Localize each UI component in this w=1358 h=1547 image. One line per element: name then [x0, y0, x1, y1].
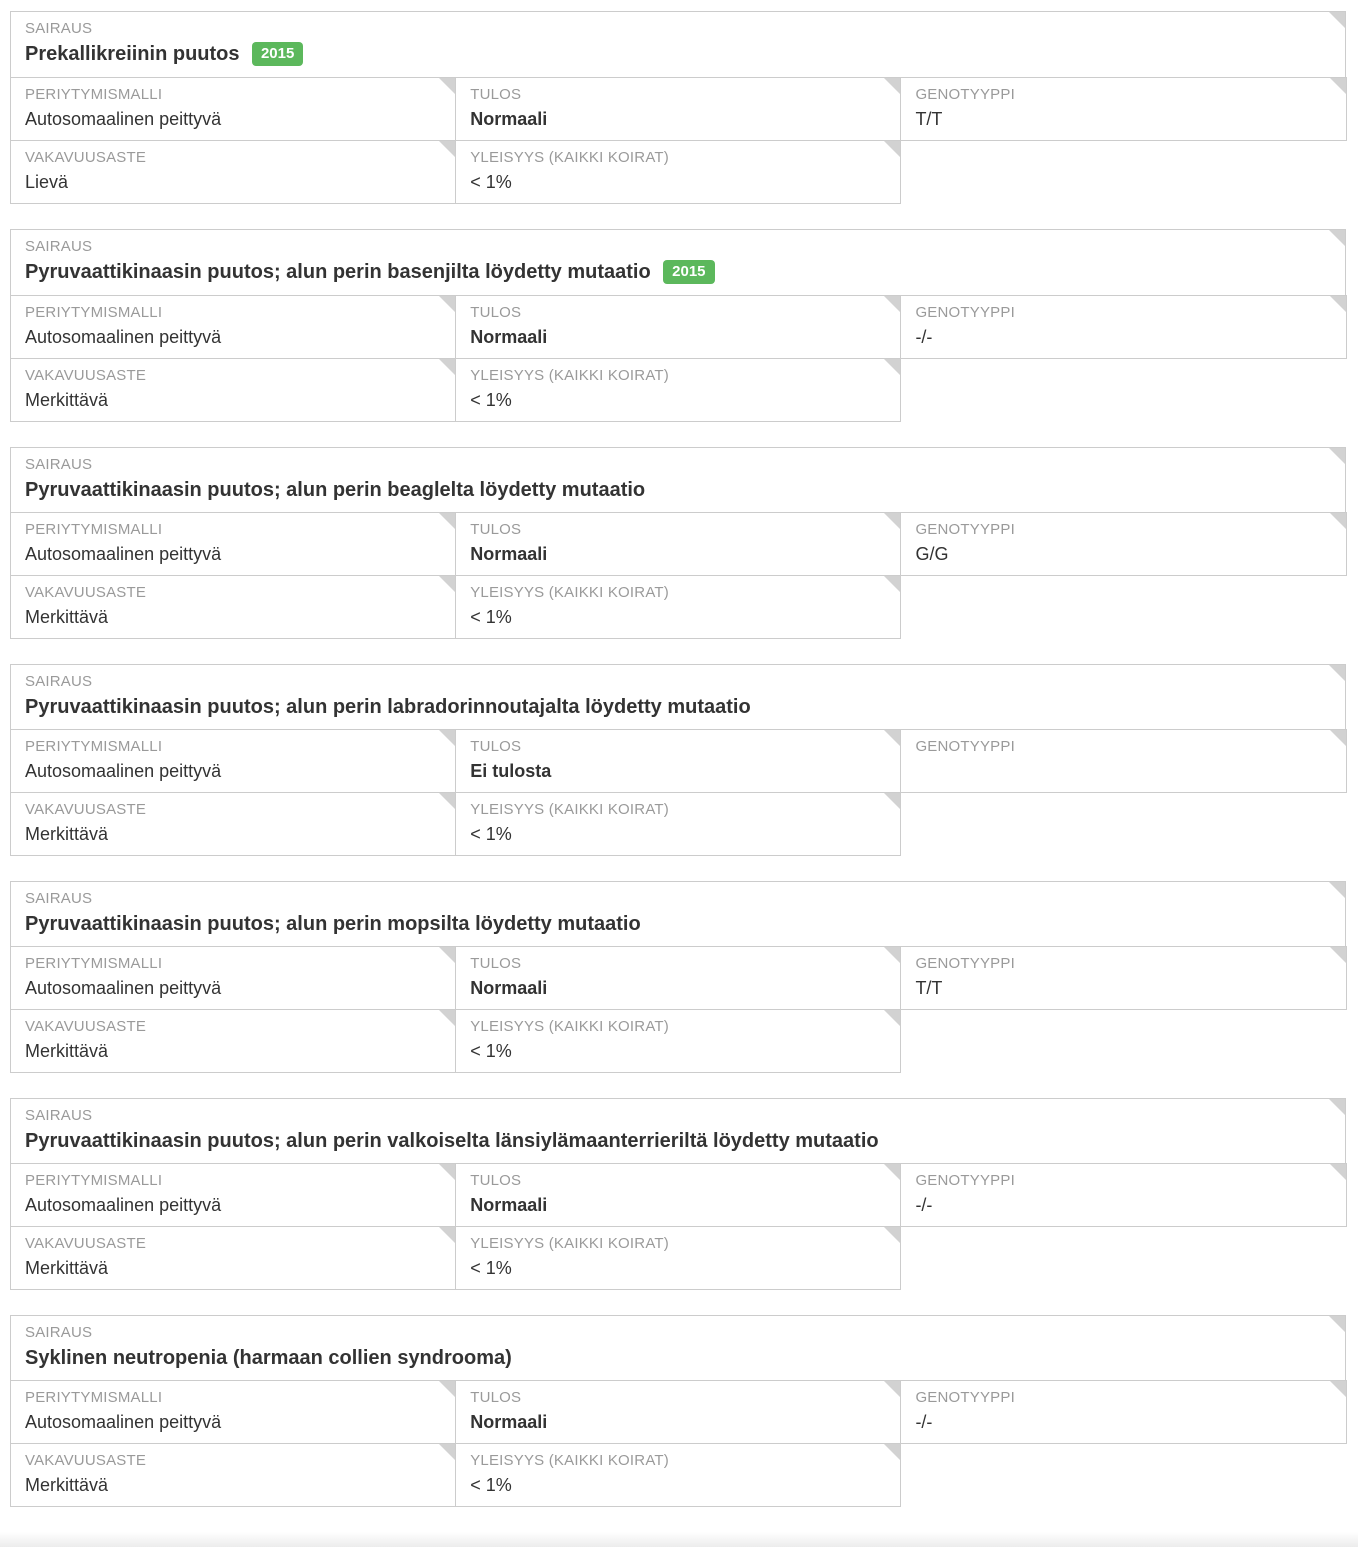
fold-corner-icon — [439, 1227, 455, 1243]
severity-value: Merkittävä — [25, 1258, 109, 1278]
frequency-cell — [455, 1443, 901, 1507]
fold-corner-icon — [884, 141, 900, 157]
result-cell — [455, 77, 901, 141]
disease-card — [10, 229, 1346, 422]
fold-corner-icon — [884, 513, 900, 529]
disease-card — [10, 11, 1346, 204]
frequency-value: < 1% — [470, 172, 512, 192]
severity-cell — [10, 1009, 456, 1073]
disease-name: Pyruvaattikinaasin puutos; alun perin beaglelta löydetty mutaatio — [25, 479, 646, 501]
disease-card — [10, 447, 1346, 639]
fold-corner-icon — [1329, 665, 1345, 681]
severity-label: VAKAVUUSASTE — [25, 1018, 147, 1035]
fold-corner-icon — [439, 1010, 455, 1026]
severity-cell — [10, 1443, 456, 1507]
disease-label: SAIRAUS — [25, 1107, 93, 1124]
disease-label: SAIRAUS — [25, 238, 93, 255]
result-cell — [455, 1380, 901, 1444]
frequency-value: < 1% — [470, 607, 512, 627]
frequency-cell — [455, 792, 901, 856]
result-value: Ei tulosta — [470, 761, 552, 781]
year-badge: 2015 — [252, 42, 303, 66]
fold-corner-icon — [884, 1010, 900, 1026]
fold-corner-icon — [884, 359, 900, 375]
result-cell — [455, 729, 901, 793]
severity-value: Merkittävä — [25, 824, 109, 844]
disease-cell — [10, 881, 1346, 947]
result-value: Normaali — [470, 1195, 548, 1215]
severity-cell — [10, 358, 456, 422]
result-label: TULOS — [470, 1389, 522, 1406]
genotype-cell — [900, 295, 1346, 359]
disease-label: SAIRAUS — [25, 890, 93, 907]
frequency-value: < 1% — [470, 1041, 512, 1061]
result-value: Normaali — [470, 327, 548, 347]
disease-cell — [10, 229, 1346, 296]
fold-corner-icon — [1330, 947, 1346, 963]
genotype-cell — [900, 512, 1346, 576]
disease-name: Syklinen neutropenia (harmaan collien syndrooma) — [25, 1347, 512, 1369]
disease-name: Pyruvaattikinaasin puutos; alun perin basenjilta löydetty mutaatio — [25, 261, 651, 283]
fold-corner-icon — [1329, 448, 1345, 464]
inheritance-label: PERIYTYMISMALLI — [25, 1172, 163, 1189]
genotype-value: G/G — [915, 544, 949, 564]
fold-corner-icon — [1330, 78, 1346, 94]
disease-cell — [10, 11, 1346, 78]
result-cell — [455, 512, 901, 576]
severity-label: VAKAVUUSASTE — [25, 584, 147, 601]
genotype-cell — [900, 77, 1346, 141]
genotype-value: T/T — [915, 978, 943, 998]
fold-corner-icon — [1329, 882, 1345, 898]
severity-label: VAKAVUUSASTE — [25, 1235, 147, 1252]
disease-name: Pyruvaattikinaasin puutos; alun perin valkoiselta länsiylämaanterrieriltä löydetty mutaatio — [25, 1130, 879, 1152]
frequency-cell — [455, 575, 901, 639]
genotype-value: -/- — [915, 327, 933, 347]
fold-corner-icon — [1330, 296, 1346, 312]
result-value: Normaali — [470, 978, 548, 998]
fold-corner-icon — [439, 296, 455, 312]
disease-cell — [10, 1098, 1346, 1164]
fold-corner-icon — [884, 576, 900, 592]
genotype-label: GENOTYYPPI — [915, 1172, 1015, 1189]
result-label: TULOS — [470, 86, 522, 103]
genotype-value: T/T — [915, 109, 943, 129]
fold-corner-icon — [884, 1164, 900, 1180]
page-bottom-fade — [0, 1532, 1358, 1547]
fold-corner-icon — [884, 78, 900, 94]
inheritance-value: Autosomaalinen peittyvä — [25, 978, 222, 998]
inheritance-cell — [10, 77, 456, 141]
disease-name: Pyruvaattikinaasin puutos; alun perin labradorinnoutajalta löydetty mutaatio — [25, 696, 751, 718]
inheritance-value: Autosomaalinen peittyvä — [25, 1195, 222, 1215]
fold-corner-icon — [884, 730, 900, 746]
frequency-value: < 1% — [470, 824, 512, 844]
disease-name: Prekallikreiinin puutos — [25, 43, 240, 65]
disease-label: SAIRAUS — [25, 673, 93, 690]
fold-corner-icon — [439, 730, 455, 746]
genotype-cell — [900, 729, 1346, 793]
result-label: TULOS — [470, 738, 522, 755]
severity-value: Merkittävä — [25, 607, 109, 627]
disease-card — [10, 664, 1346, 856]
fold-corner-icon — [1330, 1164, 1346, 1180]
fold-corner-icon — [439, 793, 455, 809]
result-label: TULOS — [470, 955, 522, 972]
disease-label: SAIRAUS — [25, 1324, 93, 1341]
fold-corner-icon — [439, 359, 455, 375]
fold-corner-icon — [1330, 513, 1346, 529]
result-value: Normaali — [470, 109, 548, 129]
fold-corner-icon — [1329, 230, 1345, 246]
genotype-label: GENOTYYPPI — [915, 521, 1015, 538]
result-value: Normaali — [470, 1412, 548, 1432]
genotype-label: GENOTYYPPI — [915, 1389, 1015, 1406]
genotype-value: -/- — [915, 1195, 933, 1215]
disease-label: SAIRAUS — [25, 20, 93, 37]
fold-corner-icon — [884, 296, 900, 312]
fold-corner-icon — [884, 793, 900, 809]
inheritance-cell — [10, 512, 456, 576]
fold-corner-icon — [439, 513, 455, 529]
fold-corner-icon — [439, 1444, 455, 1460]
fold-corner-icon — [439, 1164, 455, 1180]
fold-corner-icon — [884, 1381, 900, 1397]
frequency-label: YLEISYYS (KAIKKI KOIRAT) — [470, 1018, 669, 1035]
frequency-label: YLEISYYS (KAIKKI KOIRAT) — [470, 584, 669, 601]
severity-cell — [10, 140, 456, 204]
genotype-value — [915, 759, 1331, 783]
disease-card — [10, 1098, 1346, 1290]
fold-corner-icon — [1329, 1099, 1345, 1115]
inheritance-label: PERIYTYMISMALLI — [25, 304, 163, 321]
genotype-cell — [900, 1380, 1346, 1444]
inheritance-label: PERIYTYMISMALLI — [25, 955, 163, 972]
inheritance-value: Autosomaalinen peittyvä — [25, 761, 222, 781]
severity-label: VAKAVUUSASTE — [25, 801, 147, 818]
disease-card — [10, 1315, 1346, 1507]
result-label: TULOS — [470, 1172, 522, 1189]
frequency-label: YLEISYYS (KAIKKI KOIRAT) — [470, 149, 669, 166]
frequency-cell — [455, 358, 901, 422]
result-value: Normaali — [470, 544, 548, 564]
fold-corner-icon — [884, 1227, 900, 1243]
severity-label: VAKAVUUSASTE — [25, 149, 147, 166]
frequency-value: < 1% — [470, 390, 512, 410]
inheritance-value: Autosomaalinen peittyvä — [25, 327, 222, 347]
disease-cell — [10, 664, 1346, 730]
inheritance-value: Autosomaalinen peittyvä — [25, 544, 222, 564]
severity-value: Lievä — [25, 172, 69, 192]
severity-cell — [10, 792, 456, 856]
severity-cell — [10, 1226, 456, 1290]
severity-value: Merkittävä — [25, 1475, 109, 1495]
fold-corner-icon — [1330, 1381, 1346, 1397]
fold-corner-icon — [439, 576, 455, 592]
disease-name: Pyruvaattikinaasin puutos; alun perin mopsilta löydetty mutaatio — [25, 913, 641, 935]
result-cell — [455, 295, 901, 359]
inheritance-label: PERIYTYMISMALLI — [25, 86, 163, 103]
disease-cell — [10, 1315, 1346, 1381]
genotype-cell — [900, 1163, 1346, 1227]
frequency-cell — [455, 1226, 901, 1290]
genotype-cell — [900, 946, 1346, 1010]
severity-value: Merkittävä — [25, 1041, 109, 1061]
severity-label: VAKAVUUSASTE — [25, 367, 147, 384]
frequency-label: YLEISYYS (KAIKKI KOIRAT) — [470, 367, 669, 384]
inheritance-value: Autosomaalinen peittyvä — [25, 1412, 222, 1432]
frequency-cell — [455, 140, 901, 204]
inheritance-cell — [10, 1380, 456, 1444]
severity-value: Merkittävä — [25, 390, 109, 410]
frequency-cell — [455, 1009, 901, 1073]
fold-corner-icon — [1329, 1316, 1345, 1332]
fold-corner-icon — [439, 141, 455, 157]
genotype-value: -/- — [915, 1412, 933, 1432]
severity-cell — [10, 575, 456, 639]
disease-cell — [10, 447, 1346, 513]
inheritance-label: PERIYTYMISMALLI — [25, 738, 163, 755]
fold-corner-icon — [439, 947, 455, 963]
frequency-label: YLEISYYS (KAIKKI KOIRAT) — [470, 1235, 669, 1252]
genotype-label: GENOTYYPPI — [915, 955, 1015, 972]
inheritance-label: PERIYTYMISMALLI — [25, 521, 163, 538]
inheritance-cell — [10, 1163, 456, 1227]
severity-label: VAKAVUUSASTE — [25, 1452, 147, 1469]
frequency-label: YLEISYYS (KAIKKI KOIRAT) — [470, 1452, 669, 1469]
fold-corner-icon — [884, 1444, 900, 1460]
result-label: TULOS — [470, 304, 522, 321]
inheritance-cell — [10, 729, 456, 793]
disease-label: SAIRAUS — [25, 456, 93, 473]
year-badge: 2015 — [663, 260, 714, 284]
genotype-label: GENOTYYPPI — [915, 738, 1015, 755]
fold-corner-icon — [439, 1381, 455, 1397]
disease-card — [10, 881, 1346, 1073]
fold-corner-icon — [1329, 12, 1345, 28]
genotype-label: GENOTYYPPI — [915, 86, 1015, 103]
fold-corner-icon — [884, 947, 900, 963]
genotype-label: GENOTYYPPI — [915, 304, 1015, 321]
inheritance-cell — [10, 946, 456, 1010]
inheritance-cell — [10, 295, 456, 359]
fold-corner-icon — [439, 78, 455, 94]
fold-corner-icon — [1330, 730, 1346, 746]
result-label: TULOS — [470, 521, 522, 538]
frequency-value: < 1% — [470, 1258, 512, 1278]
result-cell — [455, 1163, 901, 1227]
result-cell — [455, 946, 901, 1010]
frequency-label: YLEISYYS (KAIKKI KOIRAT) — [470, 801, 669, 818]
inheritance-value: Autosomaalinen peittyvä — [25, 109, 222, 129]
frequency-value: < 1% — [470, 1475, 512, 1495]
inheritance-label: PERIYTYMISMALLI — [25, 1389, 163, 1406]
